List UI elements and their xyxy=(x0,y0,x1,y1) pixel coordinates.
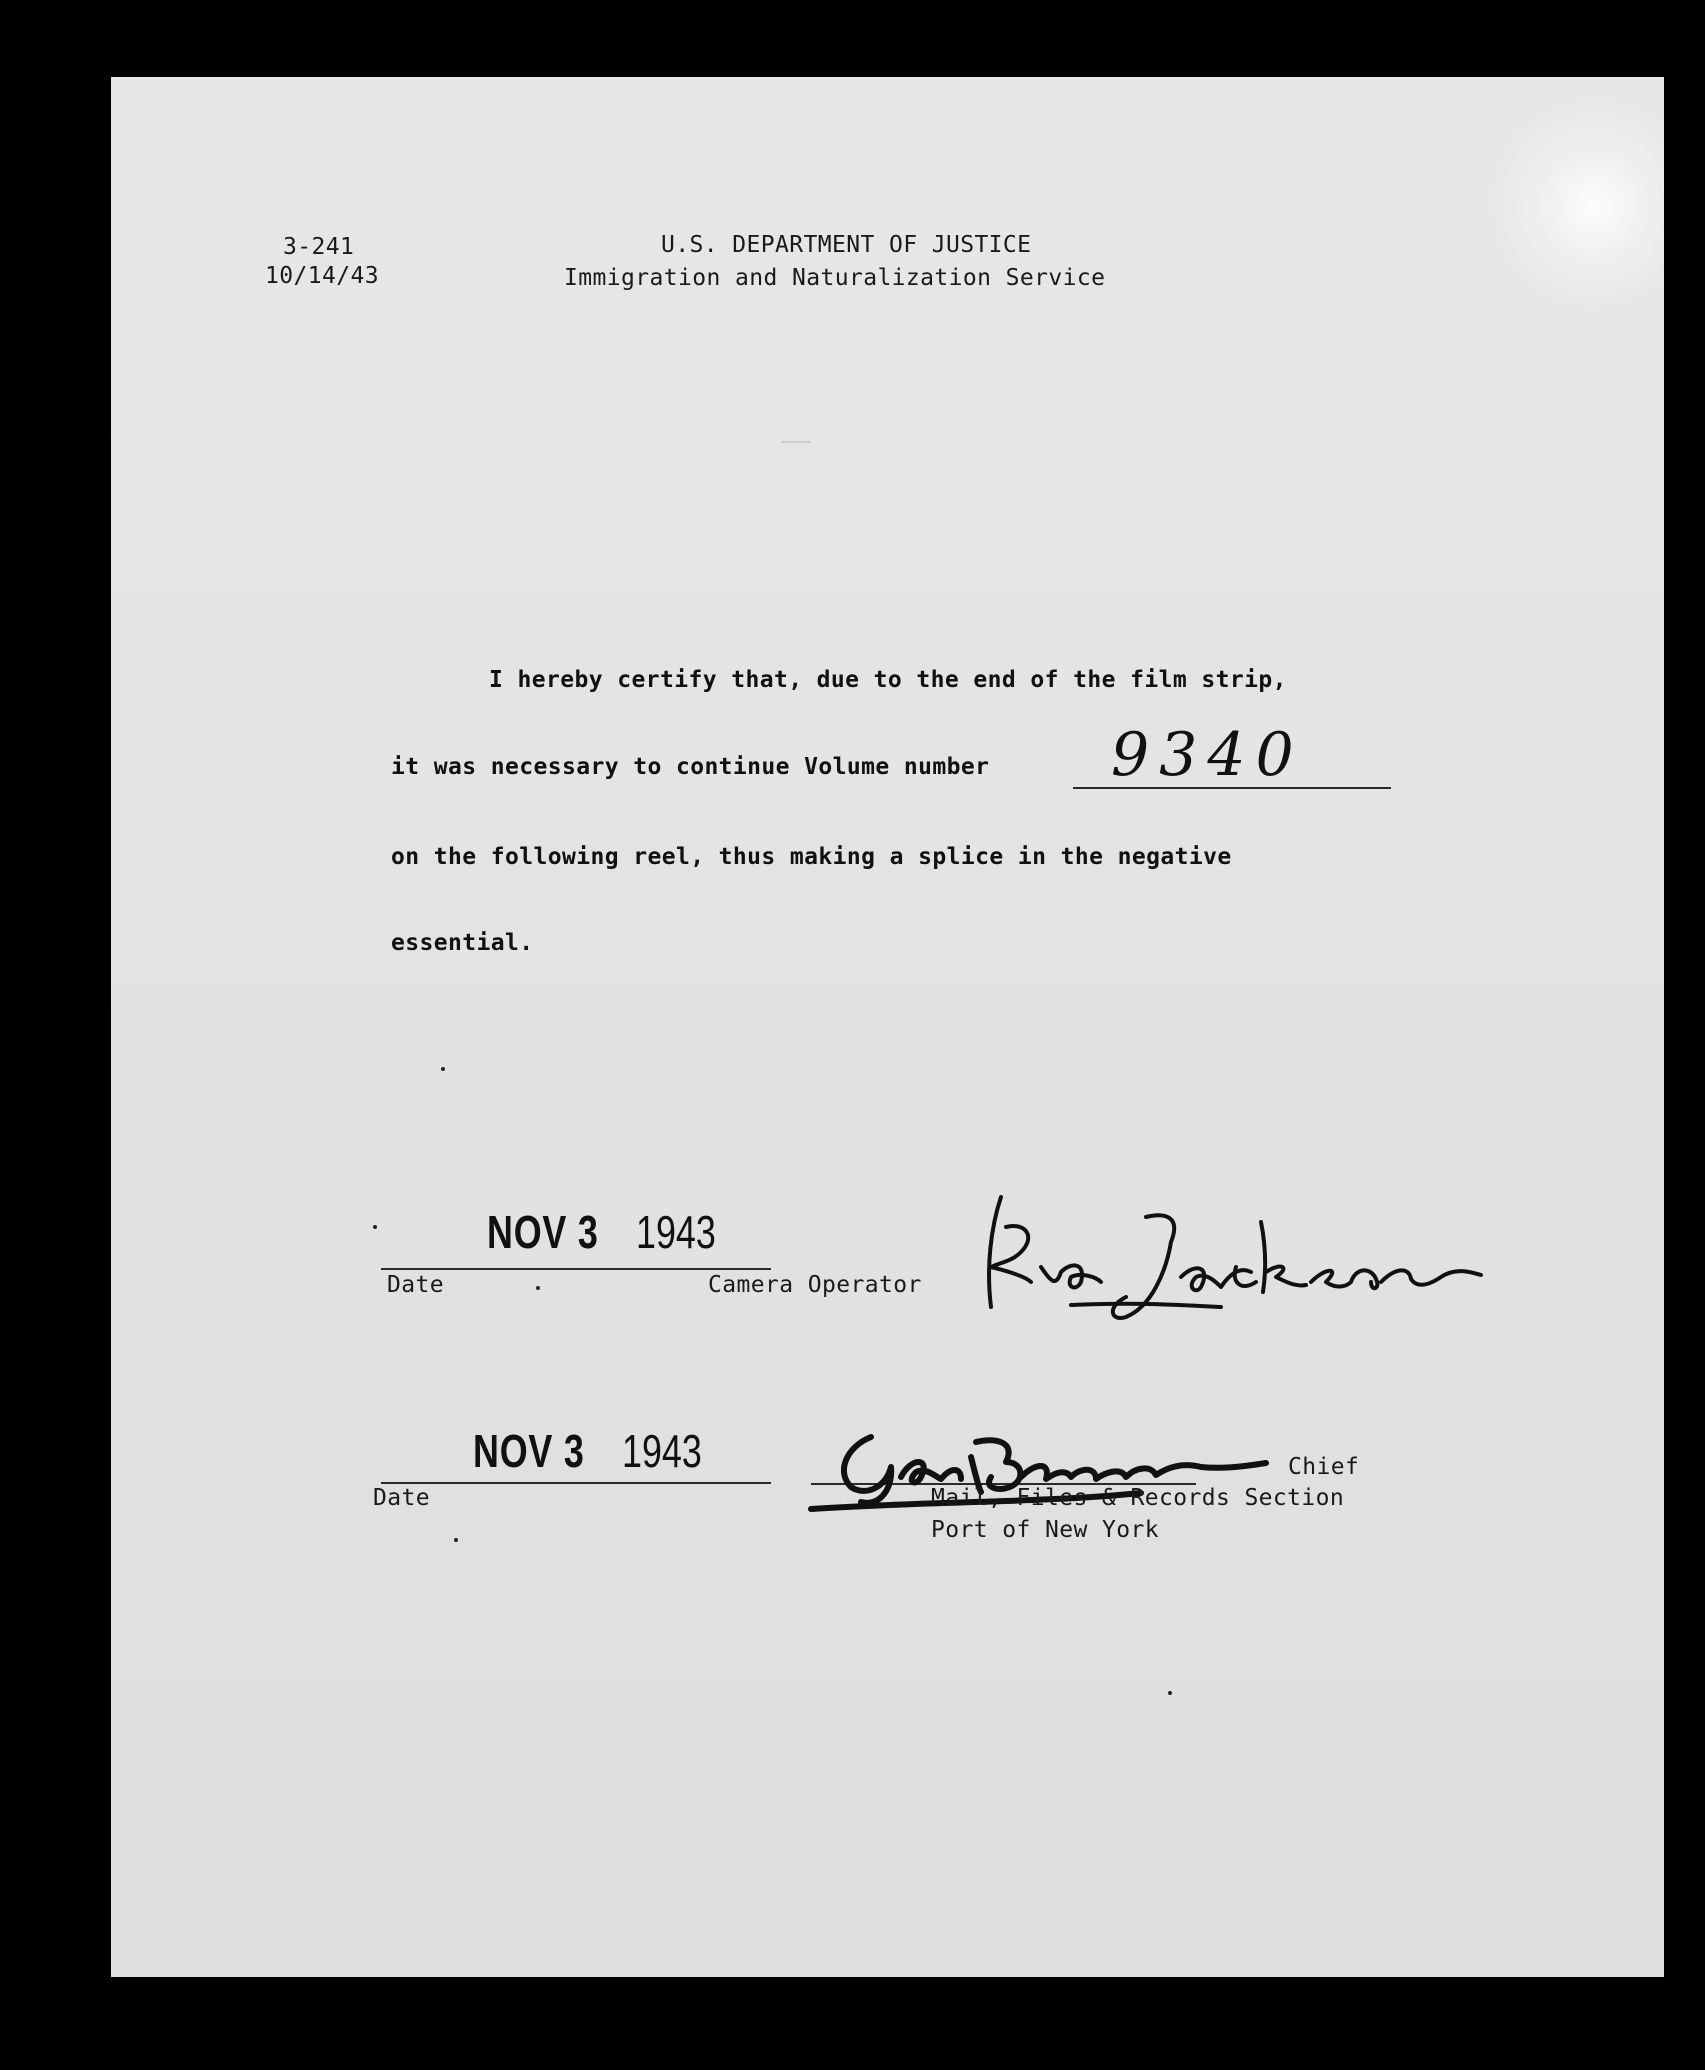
stamp-year: 1943 xyxy=(636,1206,716,1258)
dust-speck xyxy=(454,1538,458,1542)
operator-date-stamp xyxy=(487,1205,716,1259)
light-glare xyxy=(1484,97,1664,317)
chief-section-title: Mail, Files & Records Section xyxy=(931,1485,1345,1511)
stamp-month-day: NOV 3 xyxy=(473,1425,585,1477)
certification-line-3: on the following reel, thus making a splice in the negative xyxy=(391,844,1232,870)
chief-title: Chief xyxy=(1288,1454,1360,1480)
certification-line-4: essential. xyxy=(391,930,534,956)
dust-speck xyxy=(441,1067,445,1071)
operator-title: Camera Operator xyxy=(708,1272,922,1298)
volume-number: 9340 xyxy=(1111,720,1304,790)
chief-date-stamp xyxy=(473,1424,702,1478)
chief-date-line xyxy=(381,1482,771,1484)
operator-signature xyxy=(931,1167,1491,1367)
stamp-year: 1943 xyxy=(622,1425,702,1477)
form-revision-date: 10/14/43 xyxy=(265,263,379,289)
chief-port-title: Port of New York xyxy=(931,1517,1159,1543)
certification-line-2: it was necessary to continue Volume number xyxy=(391,754,990,780)
paper-mark xyxy=(781,441,811,443)
dust-speck xyxy=(373,1225,377,1229)
operator-date-label: Date xyxy=(387,1272,444,1298)
stamp-month-day: NOV 3 xyxy=(487,1206,599,1258)
department-heading: U.S. DEPARTMENT OF JUSTICE xyxy=(661,232,1032,258)
dust-speck xyxy=(1168,1691,1172,1695)
paper-sheet xyxy=(111,77,1664,1977)
chief-date-label: Date xyxy=(373,1485,430,1511)
form-code: 3-241 xyxy=(283,234,355,260)
certification-line-1: I hereby certify that, due to the end of the film strip, xyxy=(489,667,1287,693)
dust-speck xyxy=(536,1286,540,1290)
service-heading: Immigration and Naturalization Service xyxy=(564,265,1106,291)
operator-date-line xyxy=(381,1268,771,1270)
